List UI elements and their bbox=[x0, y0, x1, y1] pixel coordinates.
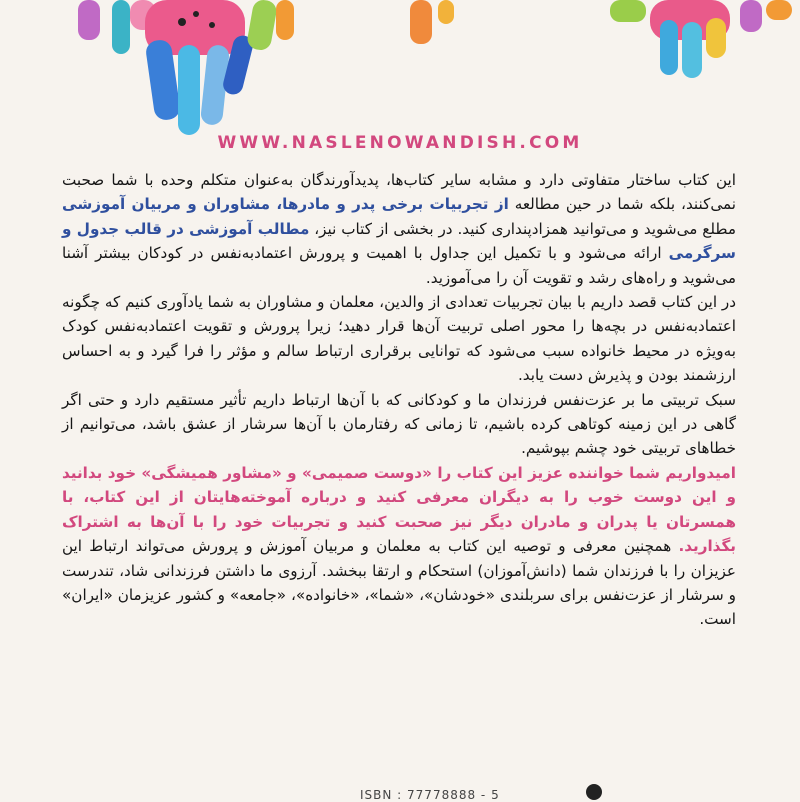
painted-hands-illustration bbox=[0, 0, 800, 140]
hand-center bbox=[145, 0, 294, 135]
highlighted-text: از تجربیات برخی پدر و مادرها، مشاوران و مربیان آموزشی bbox=[62, 195, 509, 214]
bullet-dot bbox=[586, 784, 602, 800]
text-segment: در این کتاب قصد داریم با بیان تجربیات تعدادی از والدین، معلمان و مشاوران به شما یادآوری کنیم که چگونه اعتمادبه‌نفس در بچه‌ها را محور اصلی تربیت آن‌ها قرار دهید؛ زیرا پرورش و تقویت اعتمادبه‌نفس کودک به‌ویژه در محیط خانواده سبب می‌شود که توانایی برقراری ارتباط سالم و مؤثر را فرا گیرد و به احساس ارزشمند بودن و پذیرش دست یابد. bbox=[62, 293, 736, 385]
text-segment: ارائه می‌شود و با تکمیل این جداول با اهمیت و پرورش اعتمادبه‌نفس در کودکان بیشتر آشنا می‌شوید و راه‌های رشد و تقویت آن را می‌آموزید. bbox=[62, 244, 736, 287]
text-segment: همچنین معرفی و توصیه این کتاب به معلمان و مربیان آموزش و پرورش می‌تواند ارتباط این عزیزان را با فرزندان شما (دانش‌آموزان) استحکام و ارتقا ببخشد. آرزوی ما داشتن فرزندانی شاد، تندرست و سرشار از عزت‌نفس برای سربلندی «خودشان»، «شما»، «خانواده»، «جامعه» و کشور عزیزمان «ایران» است. bbox=[62, 537, 736, 629]
paragraph bbox=[62, 388, 736, 461]
text-segment: این کتاب ساختار متفاوتی دارد و مشابه سایر کتاب‌ها، پدیدآورندگان به‌عنوان متکلم وحده با شما صحبت نمی‌کنند، بلکه شما در حین مطالعه bbox=[62, 171, 736, 214]
hand-right bbox=[610, 0, 792, 78]
back-cover-text bbox=[62, 168, 736, 632]
text-segment: سبک تربیتی ما بر عزت‌نفس فرزندان ما و کودکانی که با آن‌ها ارتباط داریم تأثیر مستقیم دارد و حتی اگر گاهی در این زمینه کوتاهی کرده باشیم، تا زمانی که رفتارمان با آن‌ها سرشار از عشق باشد، می‌توانیم از خطاهای تربیتی خود چشم بپوشیم. bbox=[62, 390, 736, 458]
isbn-text: ISBN : 77778888 - 5 bbox=[360, 788, 500, 802]
paragraph bbox=[62, 290, 736, 388]
website-url: WWW.NASLENOWANDISH.COM bbox=[217, 133, 583, 153]
highlighted-text: امیدواریم شما خواننده عزیز این کتاب را «دوست صمیمی» و «مشاور همیشگی» خود بدانید و این دوست خوب را به دیگران معرفی کنید و درباره آموخته‌هایتان از این کتاب، با همسرتان یا پدران و مادران دیگر نیز صحبت کنید و تجربیات خود را با آن‌ها به اشتراک بگذارید. bbox=[62, 463, 736, 556]
paragraph bbox=[62, 461, 736, 632]
hand-left bbox=[78, 0, 156, 54]
hand-middle bbox=[410, 0, 454, 44]
text-segment: مطلع می‌شوید و می‌توانید همزادپنداری کنید. در بخشی از کتاب نیز، bbox=[309, 219, 736, 238]
paragraph bbox=[62, 168, 736, 290]
highlighted-text: مطالب آموزشی در قالب جدول و سرگرمی bbox=[62, 219, 736, 263]
